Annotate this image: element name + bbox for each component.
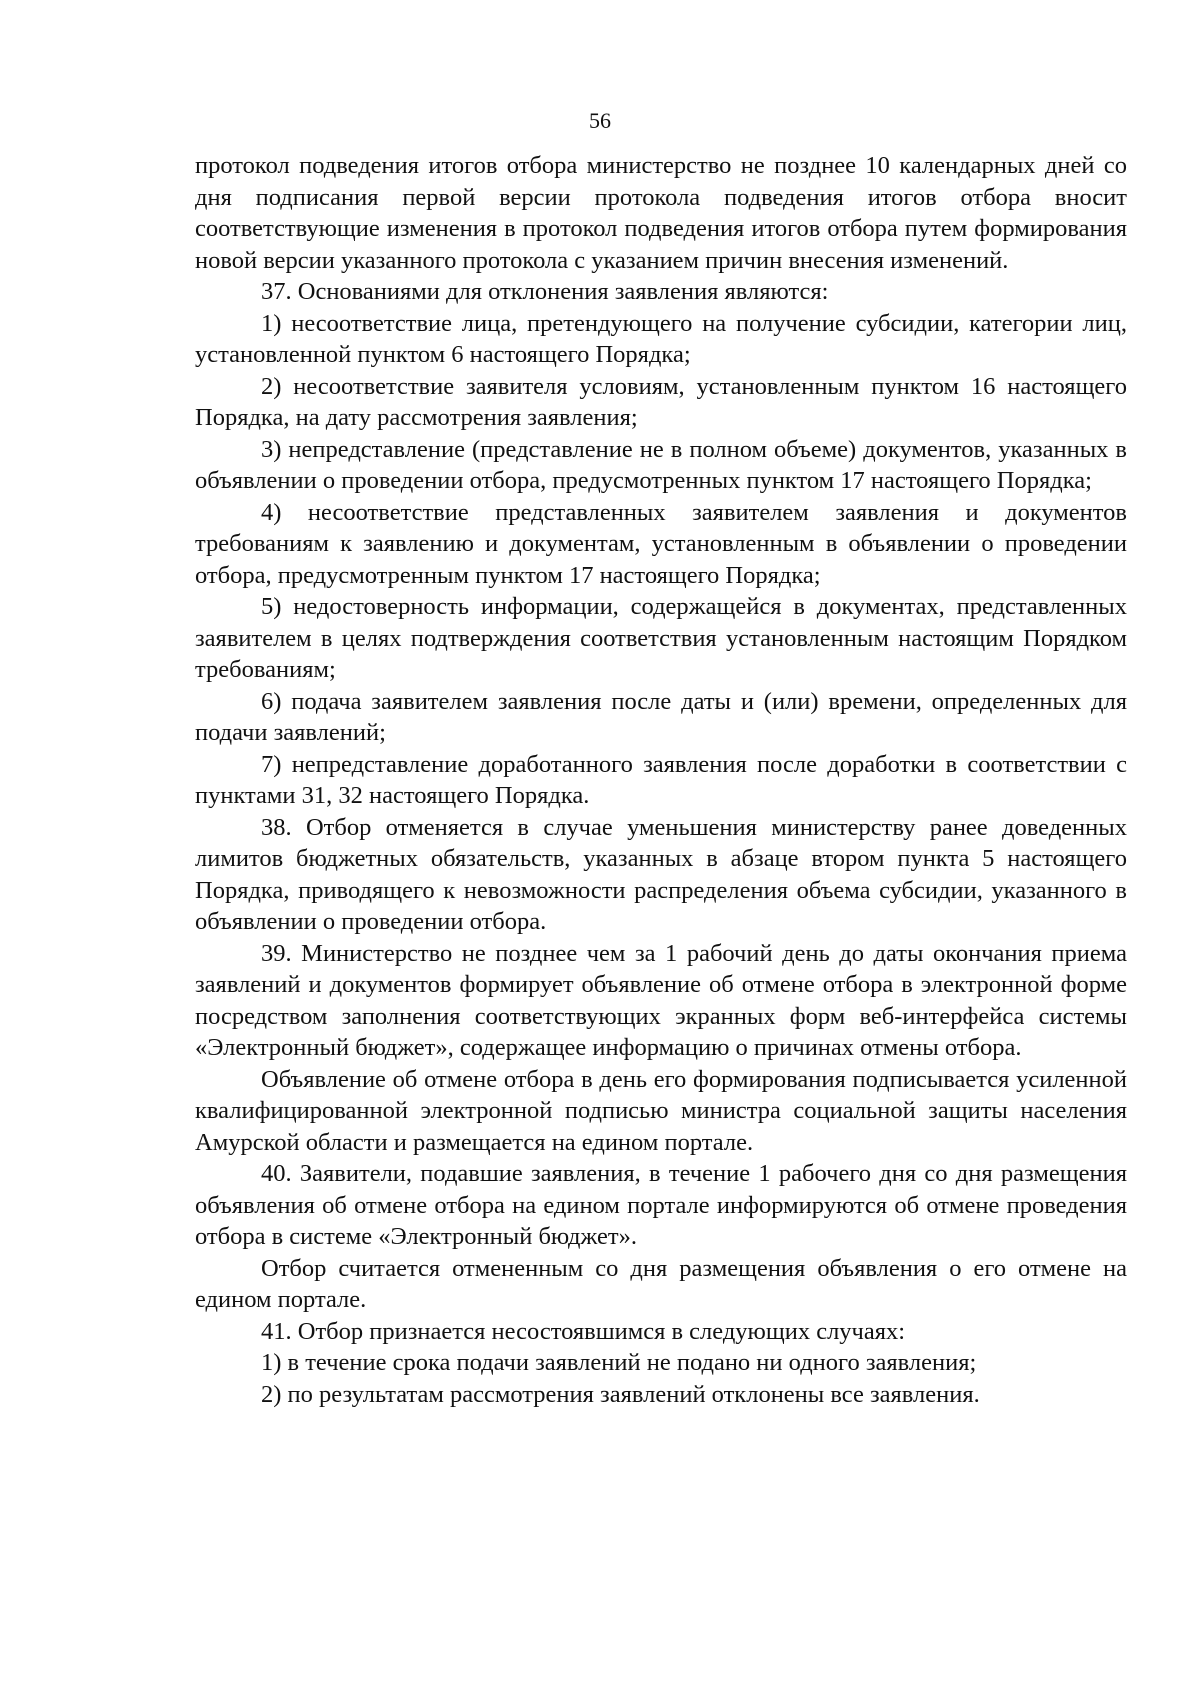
paragraph: Объявление об отмене отбора в день его формирования подписывается усиленной квалифицированной электронной подписью министра социальной защиты населения Амурской области и размещается на едином портале. <box>195 1065 1127 1156</box>
paragraph: Отбор считается отмененным со дня размещения объявления о его отмене на едином портале. <box>195 1254 1127 1313</box>
paragraph: протокол подведения итогов отбора министерство не позднее 10 календарных дней со дня подписания первой версии протокола подведения итогов отбора вносит соответствующие изменения в протокол подведения итогов отбора путем формирования новой версии указанного протокола с указанием причин внесения изменений. <box>195 152 1127 274</box>
paragraph: 5) недостоверность информации, содержащейся в документах, представленных заявителем в целях подтверждения соответствия установленным настоящим Порядком требованиям; <box>195 593 1127 683</box>
paragraph: 1) в течение срока подачи заявлений не подано ни одного заявления; <box>261 1349 977 1376</box>
paragraph: 40. Заявители, подавшие заявления, в течение 1 рабочего дня со дня размещения объявления об отмене отбора на едином портале информируются об отмене проведения отбора в системе «Электронный бюджет». <box>195 1160 1127 1250</box>
page-number: 56 <box>589 108 611 133</box>
paragraph: 39. Министерство не позднее чем за 1 рабочий день до даты окончания приема заявлений и документов формирует объявление об отмене отбора в электронной форме посредством заполнения соответствующих экранных форм веб-интерфейса системы «Электронный бюджет», содержащее информацию о причинах отмены отбора. <box>195 939 1127 1061</box>
paragraph: 2) несоответствие заявителя условиям, установленным пунктом 16 настоящего Порядка, на дату рассмотрения заявления; <box>195 372 1127 431</box>
paragraph: 6) подача заявителем заявления после даты и (или) времени, определенных для подачи заявлений; <box>195 687 1127 746</box>
paragraph: 37. Основаниями для отклонения заявления являются: <box>261 278 829 305</box>
paragraph: 3) непредставление (представление не в полном объеме) документов, указанных в объявлении о проведении отбора, предусмотренных пунктом 17 настоящего Порядка; <box>195 435 1127 494</box>
paragraph: 38. Отбор отменяется в случае уменьшения министерству ранее доведенных лимитов бюджетных обязательств, указанных в абзаце втором пункта 5 настоящего Порядка, приводящего к невозможности распределения объема субсидии, указанного в объявлении о проведении отбора. <box>195 813 1127 935</box>
body-text <box>195 150 1127 1410</box>
paragraph: 2) по результатам рассмотрения заявлений отклонены все заявления. <box>261 1380 980 1408</box>
paragraph: 1) несоответствие лица, претендующего на получение субсидии, категории лиц, установленной пунктом 6 настоящего Порядка; <box>195 309 1127 368</box>
paragraph: 4) несоответствие представленных заявителем заявления и документов требованиям к заявлению и документам, установленным в объявлении о проведении отбора, предусмотренным пунктом 17 настоящего Порядка; <box>195 498 1127 589</box>
paragraph: 41. Отбор признается несостоявшимся в следующих случаях: <box>261 1317 906 1345</box>
paragraph: 7) непредставление доработанного заявления после доработки в соответствии с пунктами 31, 32 настоящего Порядка. <box>195 750 1127 809</box>
